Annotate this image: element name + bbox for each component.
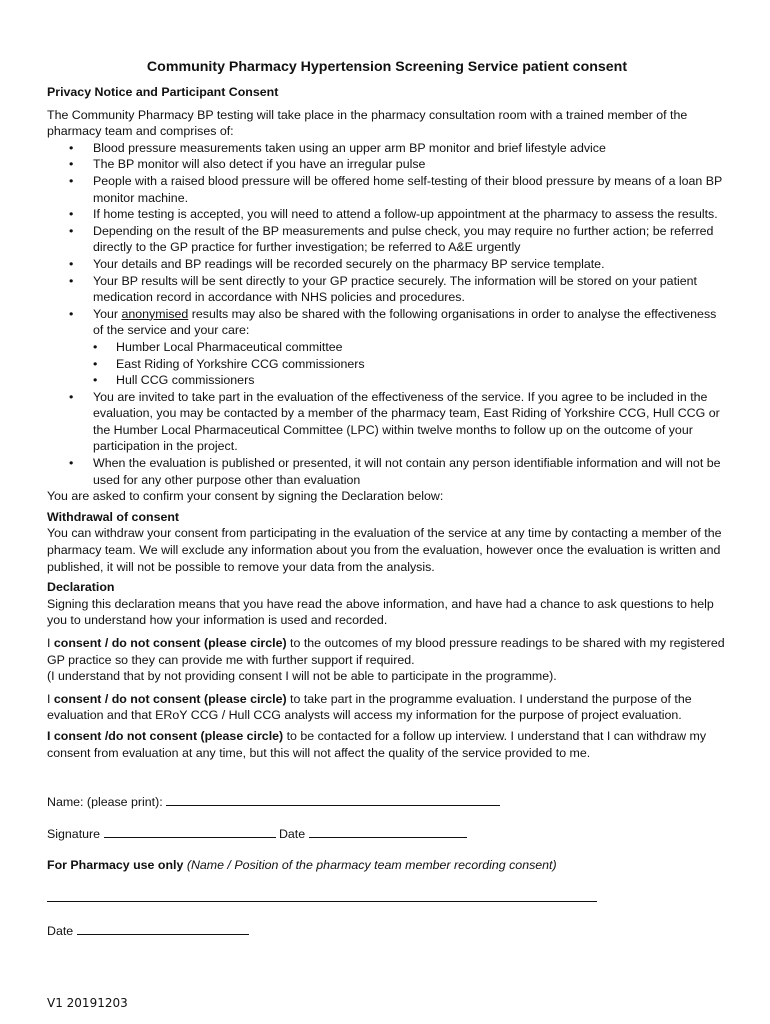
signature-label: Signature [47,827,101,841]
page-title: Community Pharmacy Hypertension Screening Service patient consent [146,59,628,75]
list-item: • Your BP results will be sent directly to your GP practice securely. The information will be stored on your patient medication record in accordance with NHS policies and procedures. [47,273,727,306]
consent-prefix: I [47,636,54,650]
consent-gp-sharing [47,635,727,668]
pharmacy-member-input-line[interactable] [47,889,597,902]
version-label: V1 20191203 [47,996,128,1010]
pharmacy-date-input-line[interactable] [77,922,249,935]
list-item: • Blood pressure measurements taken using an upper arm BP monitor and brief lifestyle advice [47,140,727,157]
withdrawal-text: You can withdraw your consent from participating in the evaluation of the service at any time by contacting a member of the pharmacy team. We will exclude any information about you from the evaluation, however once the evaluation is written and published, it will not be possible to remove your data from the analysis. [47,526,722,574]
consent-prefix: I [47,691,54,706]
anon-prefix: Your [93,306,122,321]
name-label: Name: (please print): [47,795,163,809]
consent-text: to the outcomes of my blood pressure readings to be shared with my registered GP practice so they can provide me with further support if required. [47,636,725,667]
declaration-text: Signing this declaration means that you have read the above information, and have had a chance to ask questions to help you to understand how your information is used and recorded. [47,596,714,628]
list-item: • People with a raised blood pressure will be offered home self-testing of their blood pressure by means of a loan BP monitor machine. [47,173,727,206]
consent-interview [47,728,727,761]
date-input-line[interactable] [309,825,467,838]
privacy-intro: The Community Pharmacy BP testing will take place in the pharmacy consultation room with a trained member of the pharmacy team and comprises of: [47,107,688,139]
pharmacy-date-row [47,922,249,940]
consent-document [47,58,727,761]
declaration-heading: Declaration [47,580,115,595]
list-item [47,306,727,389]
anonymised-word: anonymised [121,306,189,321]
list-item: • You are invited to take part in the evaluation of the effectiveness of the service. If you agree to be included in the evaluation, you may be contacted by a member of the pharmacy team, East Riding of Yorkshire CCG, Hull CCG or the Humber Local Pharmaceutical Committee (LPC) within twelve months to follow up on the outcome of your participation in the project. [47,389,727,455]
signature-field-row [47,825,467,843]
date-label: Date [278,827,306,841]
privacy-bullet-list [47,140,727,488]
name-field-row [47,793,500,811]
pharmacy-use-label: For Pharmacy use only [47,858,184,872]
list-item: • When the evaluation is published or presented, it will not contain any person identifiable information and will not be used for any other purpose other than evaluation [47,455,727,488]
signature-input-line[interactable] [104,825,276,838]
pharmacy-use-hint: (Name / Position of the pharmacy team member recording consent) [186,858,557,872]
pharmacy-use-row [47,857,557,874]
list-item: • If home testing is accepted, you will need to attend a follow-up appointment at the pharmacy to assess the results. [47,206,727,223]
anon-suffix: results may also be shared with the following organisations in order to analyse the effectiveness of the service and your care: [93,306,717,338]
consent-evaluation [47,691,727,724]
list-item: • The BP monitor will also detect if you have an irregular pulse [47,156,727,173]
consent-text: to take part in the programme evaluation. I understand the purpose of the evaluation and that ERoY CCG / Hull CCG analysts will access my information for the purpose of project evaluation. [47,691,692,723]
consent-text: to be contacted for a follow up interview. I understand that I can withdraw my consent from evaluation at any time, but this will not affect the quality of the service provided to me. [47,728,707,760]
withdrawal-heading: Withdrawal of consent [47,509,180,524]
list-item: • Your details and BP readings will be recorded securely on the pharmacy BP service template. [47,256,727,273]
name-input-line[interactable] [166,793,500,806]
privacy-heading: Privacy Notice and Participant Consent [47,85,279,99]
list-item: • East Riding of Yorkshire CCG commissioners [93,356,727,373]
list-item: • Humber Local Pharmaceutical committee [93,339,727,356]
pharmacy-name-row [47,889,597,907]
confirm-text: You are asked to confirm your consent by signing the Declaration below: [47,489,444,504]
organisation-list [93,339,727,389]
date-label: Date [47,924,74,938]
consent-note: (I understand that by not providing consent I will not be able to participate in the programme). [47,669,557,684]
list-item: • Depending on the result of the BP measurements and pulse check, you may require no further action; be referred directly to the GP practice for further investigation; be referred to A&E urgently [47,223,727,256]
consent-circle-option[interactable]: I consent /do not consent (please circle) [47,728,284,743]
consent-circle-option[interactable]: consent / do not consent (please circle) [53,636,287,650]
consent-circle-option[interactable]: consent / do not consent (please circle) [53,691,287,706]
list-item: • Hull CCG commissioners [93,372,727,389]
